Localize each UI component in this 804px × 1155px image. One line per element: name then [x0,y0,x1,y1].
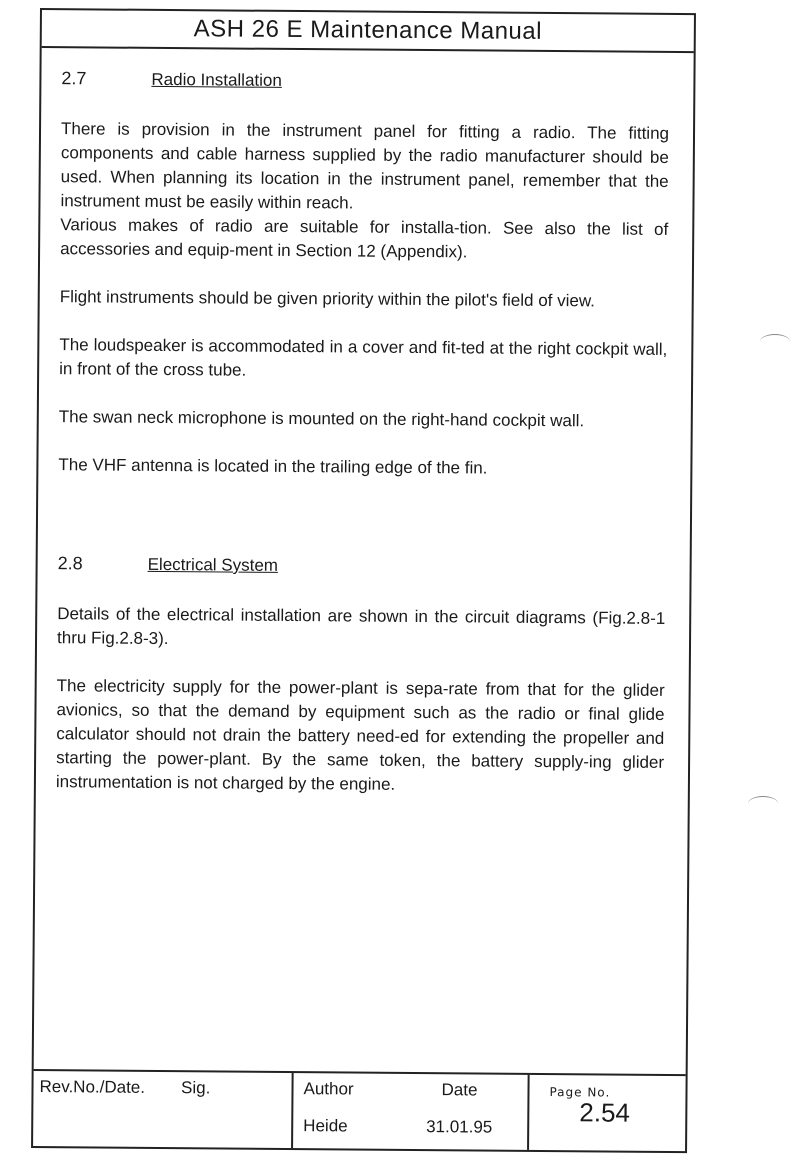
date-value: 31.01.95 [426,1116,493,1137]
section-spacer [58,501,666,552]
paragraph: The swan neck microphone is mounted on the right-hand cockpit wall. [58,407,585,431]
section-heading [58,551,666,581]
author-date-cell [291,1073,528,1150]
manual-title: ASH 26 E Maintenance Manual [193,15,543,45]
revision-cell [33,1071,292,1148]
paragraph: There is provision in the instrument panel for fitting a radio. The fitting components and cable harness supplied by the radio manufacturer should be used. When planning its location in the instrument panel, remember that the instrument must be easily within reach. [60,119,670,213]
section-heading [61,66,669,96]
paragraph: The VHF antenna is located in the trailing edge of the fin. [58,455,488,478]
paragraph: Details of the electrical installation are shown in the circuit diagrams (Fig.2.8-1 thru Fig.2.8-3). [56,604,666,649]
page-number: 2.54 [579,1097,631,1128]
scan-mark [760,334,790,349]
scan-mark [748,796,778,811]
paragraph: Various makes of radio are suitable for installa-tion. See also the list of accessories and equip-ment in Section 12 (Appendix). [60,215,669,262]
sig-label: Sig. [180,1078,211,1098]
section-number: 2.8 [57,553,83,574]
page-number-cell [527,1075,686,1151]
page-content [36,48,694,799]
section-title: Radio Installation [151,69,282,90]
section-number: 2.7 [61,68,87,89]
author-value: Heide [303,1115,348,1135]
page-header [42,10,694,53]
page-label: Page No. [549,1085,611,1100]
rev-label: Rev.No./Date. [39,1077,146,1097]
paragraph: Flight instruments should be given priority within the pilot's field of view. [59,287,596,311]
paragraph: The electricity supply for the power-plant is sepa-rate from that for the glider avionics, so that the demand by equipment such as the radio or final glide calculator should not drain the battery need-ed for extending the propeller and starting the power-plant. By the same token, the battery supply-ing glider instrumentation is not charged by the engine. [55,676,665,794]
page-footer [33,1069,686,1151]
paragraph: The loudspeaker is accommodated in a cover and fit-ted at the right cockpit wall, in front of the cross tube. [59,335,668,380]
manual-page [31,8,696,1153]
author-label: Author [303,1079,354,1099]
date-label: Date [441,1080,478,1100]
section-title: Electrical System [147,554,279,575]
